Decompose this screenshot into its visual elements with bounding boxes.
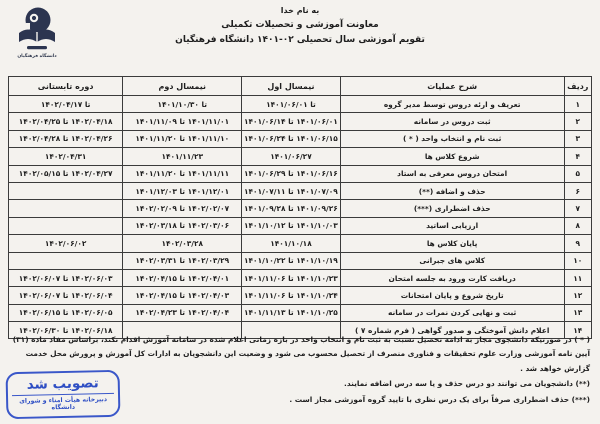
semester1-date-cell: ۱۴۰۱/۰۶/۱۵ تا ۱۴۰۱/۰۶/۲۴ xyxy=(242,130,341,147)
table-header-row xyxy=(9,77,592,96)
semester2-date-cell: ۱۴۰۲/۰۴/۰۴ تا ۱۴۰۲/۰۴/۲۳ xyxy=(123,304,242,321)
stamp-title: تصویب شد xyxy=(26,375,99,393)
row-number-cell: ۴ xyxy=(564,148,591,165)
semester2-date-cell: تا ۱۴۰۱/۱۰/۳۰ xyxy=(123,96,242,113)
summer-date-cell: ۱۴۰۲/۰۴/۱۸ تا ۱۴۰۲/۰۴/۲۵ xyxy=(9,113,123,130)
footnote-emergency-drop: (***) حذف اضطراری صرفاً برای یک درس نظری با تایید گروه آموزشی مجاز است . xyxy=(289,394,590,404)
row-number-cell: ۹ xyxy=(564,235,591,252)
row-number-cell: ۲ xyxy=(564,113,591,130)
row-number-cell: ۱۳ xyxy=(564,304,591,321)
summer-date-cell xyxy=(9,200,123,217)
summer-date-cell: ۱۴۰۲/۰۶/۰۲ xyxy=(9,235,123,252)
row-number-cell: ۸ xyxy=(564,217,591,234)
operation-cell: امتحان دروس معرفی به استاد xyxy=(340,165,564,182)
summer-date-cell: تا ۱۴۰۲/۰۴/۱۷ xyxy=(9,96,123,113)
column-header-row-number: ردیف xyxy=(564,77,591,96)
bismillah: به نام خدا xyxy=(280,6,320,15)
table-row xyxy=(9,217,592,234)
semester1-date-cell: ۱۴۰۱/۰۶/۰۱ تا ۱۴۰۱/۰۶/۱۴ xyxy=(242,113,341,130)
row-number-cell: ۱۱ xyxy=(564,269,591,286)
semester2-date-cell: ۱۴۰۱/۱۱/۱۱ تا ۱۴۰۱/۱۱/۲۰ xyxy=(123,165,242,182)
operation-cell: دریافت کارت ورود به جلسه امتحان xyxy=(340,269,564,286)
document-title: تقویم آموزشی سال تحصیلی ۰۲-۱۴۰۱ دانشگاه فرهنگیان xyxy=(175,35,425,45)
row-number-cell: ۶ xyxy=(564,182,591,199)
table-row xyxy=(9,269,592,286)
semester2-date-cell: ۱۴۰۱/۱۱/۱۰ تا ۱۴۰۱/۱۱/۲۰ xyxy=(123,130,242,147)
operation-cell: کلاس های جبرانی xyxy=(340,252,564,269)
summer-date-cell: ۱۴۰۲/۰۶/۰۵ تا ۱۴۰۲/۰۶/۱۵ xyxy=(9,304,123,321)
column-header-semester2: نیمسال دوم xyxy=(123,77,242,96)
semester1-date-cell: ۱۴۰۱/۱۰/۰۳ تا ۱۴۰۱/۱۰/۱۲ xyxy=(242,217,341,234)
semester2-date-cell: ۱۴۰۲/۰۳/۲۹ تا ۱۴۰۲/۰۳/۳۱ xyxy=(123,252,242,269)
operation-cell: شروع کلاس ها xyxy=(340,148,564,165)
summer-date-cell xyxy=(9,252,123,269)
footnote-add-drop: (**) دانشجویان می توانند دو درس حذف و یا سه درس اضافه نمایند. xyxy=(344,379,590,389)
operation-cell: پایان کلاس ها xyxy=(340,235,564,252)
operation-cell: ثبت نام و انتخاب واحد ( * ) xyxy=(340,130,564,147)
summer-date-cell: ۱۴۰۲/۰۶/۰۳ تا ۱۴۰۲/۰۶/۰۷ xyxy=(9,269,123,286)
column-header-operation: شرح عملیات xyxy=(340,77,564,96)
table-row xyxy=(9,200,592,217)
summer-date-cell: ۱۴۰۲/۰۴/۳۱ xyxy=(9,148,123,165)
table-row xyxy=(9,235,592,252)
row-number-cell: ۱۰ xyxy=(564,252,591,269)
semester2-date-cell: ۱۴۰۱/۱۲/۰۱ تا ۱۴۰۱/۱۲/۰۳ xyxy=(123,182,242,199)
operation-cell: ارزیابی اساتید xyxy=(340,217,564,234)
semester2-date-cell: ۱۴۰۲/۰۲/۰۷ تا ۱۴۰۲/۰۲/۰۹ xyxy=(123,200,242,217)
summer-date-cell: ۱۴۰۲/۰۴/۲۶ تا ۱۴۰۲/۰۴/۲۸ xyxy=(9,130,123,147)
semester2-date-cell: ۱۴۰۲/۰۴/۰۳ تا ۱۴۰۲/۰۴/۱۵ xyxy=(123,287,242,304)
table-row xyxy=(9,113,592,130)
stamp-subtitle: دبیرخانه هیأت امناء و شورای دانشگاه xyxy=(19,396,108,412)
column-header-semester1: نیمسال اول xyxy=(242,77,341,96)
table-row xyxy=(9,252,592,269)
semester1-date-cell: ۱۴۰۱/۰۶/۲۷ xyxy=(242,148,341,165)
operation-cell: تاریخ شروع و پایان امتحانات xyxy=(340,287,564,304)
semester1-date-cell: ۱۴۰۱/۱۰/۲۵ تا ۱۴۰۱/۱۱/۱۳ xyxy=(242,304,341,321)
table-row xyxy=(9,165,592,182)
summer-date-cell: ۱۴۰۲/۰۶/۱۸ تا ۱۴۰۲/۰۶/۳۰ xyxy=(9,322,123,339)
semester2-date-cell: ۱۴۰۱/۱۱/۲۳ xyxy=(123,148,242,165)
semester1-date-cell: ۱۴۰۱/۱۰/۲۴ تا ۱۴۰۱/۱۱/۰۶ xyxy=(242,287,341,304)
summer-date-cell xyxy=(9,182,123,199)
semester1-date-cell: ۱۴۰۱/۰۶/۱۶ تا ۱۴۰۱/۰۶/۲۹ xyxy=(242,165,341,182)
operation-cell: ثبت دروس در سامانه xyxy=(340,113,564,130)
semester2-date-cell: ۱۴۰۲/۰۴/۰۱ تا ۱۴۰۲/۰۴/۱۵ xyxy=(123,269,242,286)
operation-cell: حذف و اضافه (**) xyxy=(340,182,564,199)
semester2-date-cell: ۱۴۰۱/۱۱/۰۱ تا ۱۴۰۱/۱۱/۰۹ xyxy=(123,113,242,130)
table-row xyxy=(9,148,592,165)
row-number-cell: ۷ xyxy=(564,200,591,217)
row-number-cell: ۵ xyxy=(564,165,591,182)
table-row xyxy=(9,304,592,321)
semester2-date-cell: ۱۴۰۲/۰۳/۲۸ xyxy=(123,235,242,252)
semester1-date-cell: ۱۴۰۱/۱۰/۱۸ xyxy=(242,235,341,252)
footnote-register: ( * ) در صورتیکه دانشجوی مجاز به ادامه تحصیل نسبت به ثبت نام و انتخاب واحد در بازه زمانی اعلام شده در سامانه آموزش اقدام نکند، براساس مفاد ماده (۳۱) آیین نامه آموزشی وزارت علوم تحقیقات و فناوری منصرف از تحصیل محسوب می شود و وضعیت این دانشجویان به ادارات کل آموزش و پرورش محل خدمت گزارش خواهد شد . xyxy=(12,335,590,373)
calendar-table-body xyxy=(9,96,592,339)
table-row xyxy=(9,96,592,113)
document-header xyxy=(0,6,600,45)
approval-stamp xyxy=(6,370,121,419)
operation-cell: تعریف و ارئه دروس توسط مدیر گروه xyxy=(340,96,564,113)
operation-cell: اعلام دانش آموختگی و صدور گواهی ( فرم شماره ۷ ) xyxy=(340,322,564,339)
semester1-date-cell: ۱۴۰۱/۰۹/۲۶ تا ۱۴۰۱/۰۹/۲۸ xyxy=(242,200,341,217)
academic-calendar-table xyxy=(8,76,592,339)
operation-cell: ثبت و نهایی کردن نمرات در سامانه xyxy=(340,304,564,321)
logo-caption: دانشگاه فرهنگیان xyxy=(17,54,57,59)
table-row xyxy=(9,182,592,199)
row-number-cell: ۳ xyxy=(564,130,591,147)
summer-date-cell xyxy=(9,217,123,234)
summer-date-cell: ۱۴۰۲/۰۴/۲۷ تا ۱۴۰۲/۰۵/۱۵ xyxy=(9,165,123,182)
semester1-date-cell: تا ۱۴۰۱/۰۶/۰۱ xyxy=(242,96,341,113)
semester1-date-cell: ۱۴۰۱/۱۰/۱۹ تا ۱۴۰۱/۱۰/۲۲ xyxy=(242,252,341,269)
semester1-date-cell: ۱۴۰۱/۰۷/۰۹ تا ۱۴۰۱/۰۷/۱۱ xyxy=(242,182,341,199)
row-number-cell: ۱ xyxy=(564,96,591,113)
table-row xyxy=(9,287,592,304)
row-number-cell: ۱۲ xyxy=(564,287,591,304)
table-row xyxy=(9,130,592,147)
semester1-date-cell: ۱۴۰۱/۱۰/۲۳ تا ۱۴۰۱/۱۱/۰۶ xyxy=(242,269,341,286)
summer-date-cell: ۱۴۰۲/۰۶/۰۴ تا ۱۴۰۲/۰۶/۰۷ xyxy=(9,287,123,304)
row-number-cell: ۱۴ xyxy=(564,322,591,339)
column-header-summer: دوره تابستانی xyxy=(9,77,123,96)
operation-cell: حذف اضطراری (***) xyxy=(340,200,564,217)
semester2-date-cell: ۱۴۰۲/۰۳/۰۶ تا ۱۴۰۲/۰۳/۱۸ xyxy=(123,217,242,234)
department-title: معاونت آموزشی و تحصیلات تکمیلی xyxy=(221,20,379,30)
